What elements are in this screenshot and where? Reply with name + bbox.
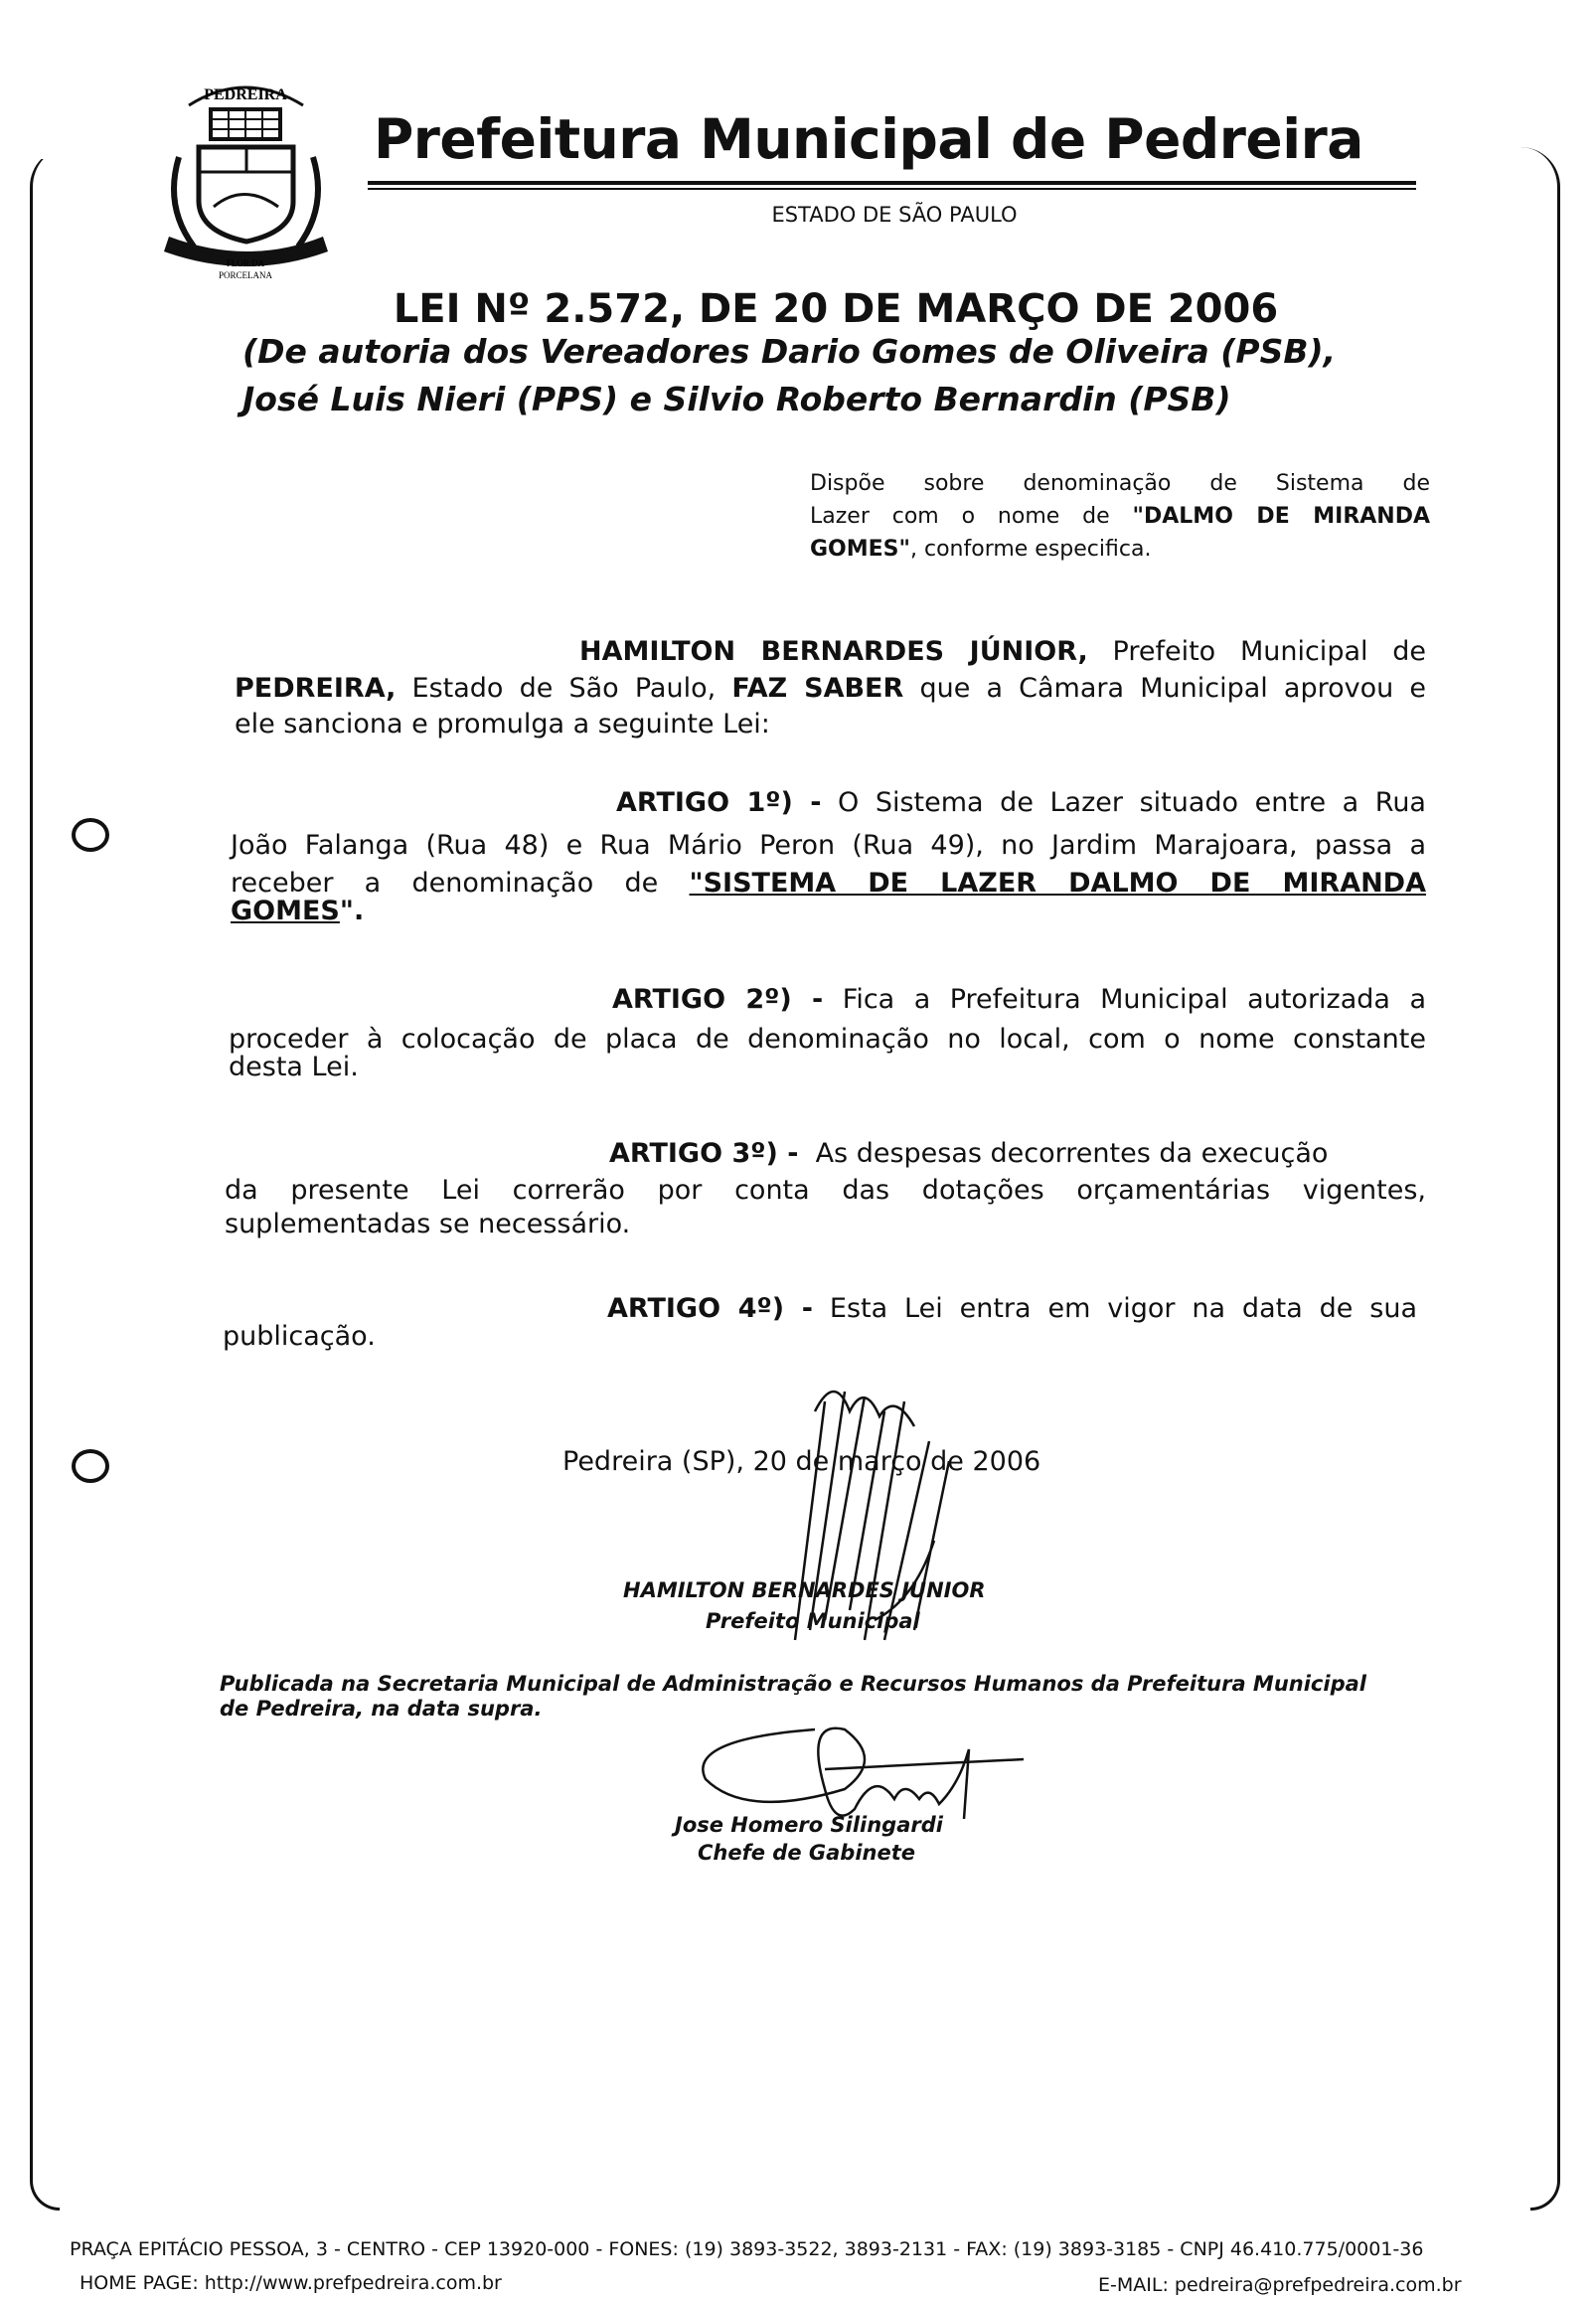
punch-hole-mark [72, 1449, 109, 1483]
article-3-line: suplementadas se necessário. [225, 1209, 631, 1239]
law-summary [810, 467, 1430, 566]
text: receber a denominação de [231, 868, 690, 899]
summary-line [810, 533, 1430, 566]
article-2-line: proceder à colocação de placa de denominação no local, com o nome constante [229, 1024, 1426, 1055]
text: Estado de São Paulo, [396, 673, 732, 704]
authors-line-1: (De autoria dos Vereadores Dario Gomes de Oliveira (PSB), [242, 332, 1337, 371]
date-line: Pedreira (SP), 20 de março de 2006 [562, 1446, 1041, 1477]
article-1-line [616, 787, 1426, 818]
preamble-line [235, 673, 1426, 704]
coat-of-arms-logo [159, 78, 333, 281]
title-underline [368, 181, 1416, 185]
article-label: ARTIGO 2º) - [612, 984, 824, 1015]
text: ". [339, 896, 365, 926]
article-2-line [612, 984, 1426, 1015]
summary-text: Dispõe sobre denominação de Sistema de [810, 471, 1430, 496]
publication-note-line-1: Publicada na Secretaria Municipal de Administração e Recursos Humanos da Prefeitura Municipal [220, 1672, 1366, 1696]
summary-line [810, 500, 1430, 533]
summary-bold: "DALMO DE MIRANDA [1132, 504, 1430, 529]
named-site: GOMES [231, 896, 340, 926]
footer-email[interactable]: E-MAIL: pedreira@prefpedreira.com.br [1098, 2274, 1462, 2296]
text: O Sistema de Lazer situado entre a Rua [821, 787, 1426, 818]
text: As despesas decorrentes da execução [798, 1138, 1329, 1169]
article-3-line: da presente Lei correrão por conta das dotações orçamentárias vigentes, [225, 1175, 1426, 1206]
article-3-line [609, 1138, 1389, 1169]
summary-text: , conforme especifica. [910, 537, 1152, 562]
authors-line-2: José Luis Nieri (PPS) e Silvio Roberto Bernardin (PSB) [242, 380, 1231, 418]
summary-text: Lazer com o nome de [810, 504, 1133, 529]
article-label: ARTIGO 4º) - [607, 1293, 814, 1324]
article-4-line: publicação. [223, 1321, 376, 1352]
faz-saber: FAZ SABER [731, 673, 904, 704]
footer-address: PRAÇA EPITÁCIO PESSOA, 3 - CENTRO - CEP 13920-000 - FONES: (19) 3893-3522, 3893-2131 - FAX: (19) 3893-3185 - CNPJ 46.410.775/0001-36 [70, 2238, 1424, 2260]
title-underline-thin [368, 188, 1416, 190]
summary-line [810, 467, 1430, 500]
signer-title: Prefeito Municipal [706, 1609, 920, 1633]
text: Esta Lei entra em vigor na data de sua [813, 1293, 1417, 1324]
article-2-line: desta Lei. [229, 1052, 359, 1082]
text: Fica a Prefeitura Municipal autorizada a [823, 984, 1426, 1015]
article-1-line [231, 896, 364, 926]
law-heading: LEI Nº 2.572, DE 20 DE MARÇO DE 2006 [393, 286, 1279, 332]
chief-name: Jose Homero Silingardi [675, 1813, 943, 1837]
city: PEDREIRA, [235, 673, 397, 704]
signer-name: HAMILTON BERNARDES JUNIOR [623, 1578, 986, 1602]
punch-hole-mark [72, 818, 109, 852]
state-label: ESTADO DE SÃO PAULO [771, 203, 1018, 227]
mayor-name: HAMILTON BERNARDES JÚNIOR, [579, 636, 1088, 667]
svg-text:PORCELANA: PORCELANA [218, 270, 273, 280]
chief-title: Chefe de Gabinete [698, 1841, 915, 1865]
svg-text:PEDREIRA: PEDREIRA [204, 86, 287, 103]
summary-bold: GOMES" [810, 537, 910, 562]
text: Prefeito Municipal de [1087, 636, 1427, 667]
preamble-line [579, 636, 1426, 667]
text: que a Câmara Municipal aprovou e [903, 673, 1426, 704]
footer-homepage[interactable]: HOME PAGE: http://www.prefpedreira.com.br [80, 2272, 502, 2294]
chief-signature [696, 1710, 1073, 1829]
named-site: "SISTEMA DE LAZER DALMO DE MIRANDA [689, 868, 1426, 899]
article-4-line [607, 1293, 1417, 1324]
preamble-line: ele sanciona e promulga a seguinte Lei: [235, 709, 770, 740]
svg-text:FLOR DA: FLOR DA [226, 258, 265, 268]
page-title: Prefeitura Municipal de Pedreira [374, 107, 1363, 171]
publication-note-line-2: de Pedreira, na data supra. [220, 1697, 543, 1721]
article-1-line [231, 868, 1426, 899]
article-label: ARTIGO 1º) - [616, 787, 822, 818]
mayor-signature [755, 1382, 974, 1680]
article-1-line: João Falanga (Rua 48) e Rua Mário Peron (Rua 49), no Jardim Marajoara, passa a [231, 830, 1426, 861]
article-label: ARTIGO 3º) - [609, 1138, 799, 1169]
